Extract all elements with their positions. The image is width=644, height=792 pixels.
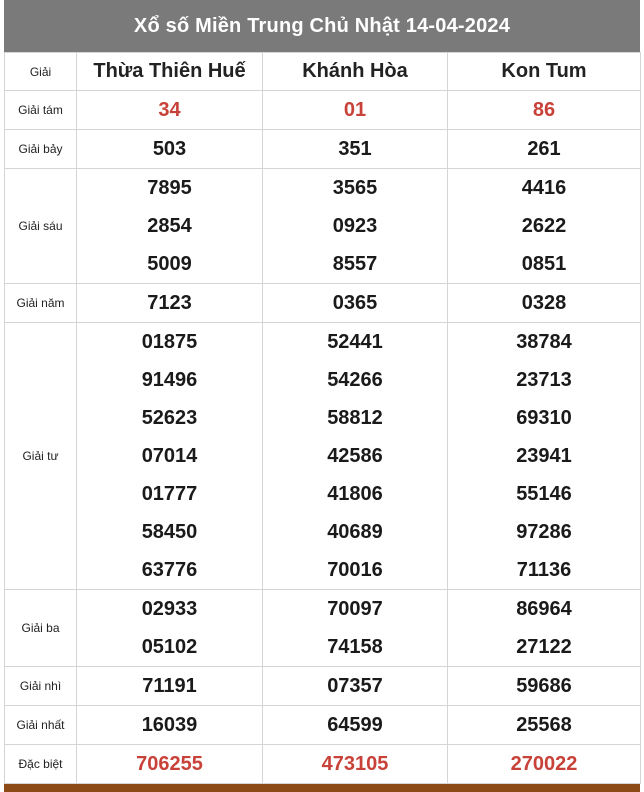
province-results-cell — [77, 590, 263, 667]
lottery-number: 71191 — [142, 675, 197, 697]
province-results-cell — [263, 667, 448, 706]
lottery-number: 23713 — [516, 369, 572, 391]
lottery-number: 38784 — [516, 331, 572, 353]
lottery-number: 02933 — [141, 598, 198, 620]
province-results-cell — [448, 745, 641, 784]
province-header: Thừa Thiên Huế — [77, 53, 263, 91]
lottery-number: 63776 — [141, 559, 198, 581]
lottery-number: 01777 — [141, 483, 198, 505]
lottery-number: 86964 — [516, 598, 572, 620]
lottery-number: 01875 — [141, 331, 198, 353]
prize-label: Giải nhất — [5, 706, 77, 745]
province-results-cell — [77, 169, 263, 284]
province-results-cell — [263, 169, 448, 284]
lottery-number: 34 — [158, 99, 181, 121]
prize-label: Giải sáu — [5, 169, 77, 284]
page-title: Xổ số Miền Trung Chủ Nhật 14-04-2024 — [4, 0, 640, 52]
prize-label: Giải ba — [5, 590, 77, 667]
bottom-bar — [4, 784, 640, 792]
province-results-cell — [77, 130, 263, 169]
prize-row — [5, 590, 641, 667]
lottery-number: 01 — [343, 99, 367, 121]
province-results-cell — [263, 706, 448, 745]
lottery-number: 7895 — [147, 177, 192, 199]
lottery-number: 74158 — [327, 636, 383, 658]
province-results-cell — [77, 706, 263, 745]
prize-column-header: Giải — [5, 53, 77, 91]
lottery-number: 23941 — [516, 445, 572, 467]
lottery-number: 40689 — [327, 521, 383, 543]
province-results-cell — [448, 130, 641, 169]
lottery-number: 55146 — [516, 483, 572, 505]
header-row — [5, 53, 641, 91]
lottery-number: 70097 — [327, 598, 383, 620]
lottery-number: 42586 — [327, 445, 383, 467]
prize-row — [5, 706, 641, 745]
lottery-number: 4416 — [521, 177, 567, 199]
prize-row — [5, 169, 641, 284]
lottery-number: 706255 — [136, 753, 203, 775]
province-results-cell — [77, 284, 263, 323]
province-results-cell — [263, 91, 448, 130]
province-results-cell — [448, 323, 641, 590]
province-results-cell — [263, 284, 448, 323]
prize-row — [5, 745, 641, 784]
lottery-number: 70016 — [327, 559, 383, 581]
prize-label: Giải nhì — [5, 667, 77, 706]
lottery-number: 0851 — [521, 253, 567, 275]
province-results-cell — [448, 590, 641, 667]
prize-label: Giải tư — [5, 323, 77, 590]
lottery-number: 64599 — [327, 714, 383, 736]
lottery-number: 52623 — [141, 407, 198, 429]
lottery-number: 3565 — [332, 177, 378, 199]
lottery-number: 25568 — [516, 714, 572, 736]
lottery-number: 473105 — [321, 753, 389, 775]
prize-row — [5, 323, 641, 590]
lottery-number: 0923 — [332, 215, 378, 237]
prize-label: Giải năm — [5, 284, 77, 323]
prize-label: Giải bảy — [5, 130, 77, 169]
prize-label: Đặc biệt — [5, 745, 77, 784]
province-results-cell — [77, 91, 263, 130]
lottery-number: 5009 — [147, 253, 192, 275]
lottery-number: 54266 — [327, 369, 383, 391]
lottery-number: 58812 — [327, 407, 383, 429]
lottery-number: 69310 — [516, 407, 572, 429]
province-results-cell — [263, 590, 448, 667]
province-results-cell — [448, 284, 641, 323]
province-results-cell — [448, 706, 641, 745]
province-results-cell — [448, 91, 641, 130]
lottery-number: 16039 — [141, 714, 198, 736]
province-results-cell — [77, 745, 263, 784]
lottery-number: 91496 — [141, 369, 198, 391]
prize-row — [5, 284, 641, 323]
province-results-cell — [263, 130, 448, 169]
province-results-cell — [448, 667, 641, 706]
lottery-number: 351 — [338, 138, 372, 160]
lottery-number: 59686 — [516, 675, 572, 697]
lottery-number: 270022 — [510, 753, 578, 775]
prize-row — [5, 91, 641, 130]
lottery-number: 52441 — [327, 331, 383, 353]
lottery-number: 261 — [527, 138, 561, 160]
prize-label: Giải tám — [5, 91, 77, 130]
province-results-cell — [448, 169, 641, 284]
results-table — [4, 52, 641, 784]
province-results-cell — [77, 323, 263, 590]
province-results-cell — [263, 323, 448, 590]
prize-row — [5, 130, 641, 169]
lottery-number: 2854 — [147, 215, 192, 237]
province-header: Khánh Hòa — [263, 53, 448, 91]
lottery-number: 86 — [532, 99, 556, 121]
province-results-cell — [77, 667, 263, 706]
lottery-number: 97286 — [516, 521, 572, 543]
results-panel — [4, 0, 640, 792]
lottery-number: 07357 — [327, 675, 383, 697]
lottery-number: 71136 — [516, 559, 572, 581]
lottery-number: 0365 — [332, 292, 378, 314]
lottery-number: 41806 — [327, 483, 383, 505]
lottery-number: 503 — [152, 138, 187, 160]
lottery-number: 8557 — [332, 253, 378, 275]
lottery-number: 0328 — [521, 292, 567, 314]
province-results-cell — [263, 745, 448, 784]
lottery-number: 58450 — [141, 521, 198, 543]
lottery-number: 2622 — [521, 215, 567, 237]
lottery-number: 07014 — [141, 445, 198, 467]
lottery-number: 7123 — [147, 292, 192, 314]
province-header: Kon Tum — [448, 53, 641, 91]
lottery-number: 27122 — [516, 636, 572, 658]
lottery-number: 05102 — [141, 636, 198, 658]
prize-row — [5, 667, 641, 706]
